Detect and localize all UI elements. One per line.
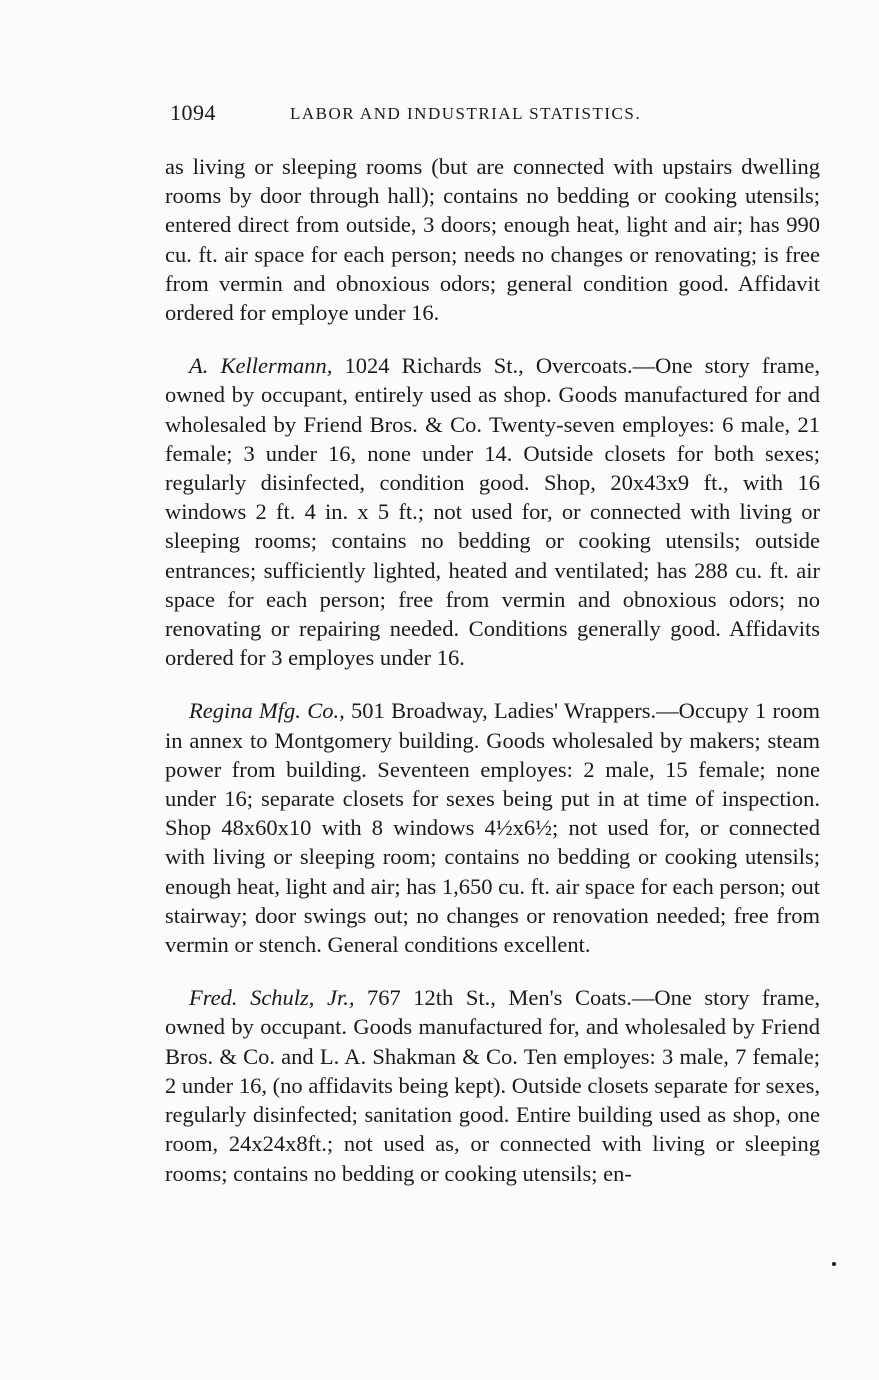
paragraph-continued [165, 152, 820, 327]
entry-kellermann [165, 351, 820, 672]
body-text [165, 152, 820, 1212]
print-speck [832, 1262, 836, 1266]
entry-schulz [165, 983, 820, 1187]
entry-text: 1024 Richards St., Overcoats.—One story frame, owned by occupant, entirely used as shop. Goods manufactured for and wholesaled by Friend Bros. & Co. Twenty-seven employes: 6 male, 21 female; 3 under 16, none under 14. Outside closets for both sexes; regularly disinfected, condition good. Shop, 20x43x9 ft., with 16 windows 2 ft. 4 in. x 5 ft.; not used for, or connected with living or sleeping rooms; contains no bedding or cooking utensils; outside entrances; sufficiently lighted, heated and ventilated; has 288 cu. ft. air space for each person; free from vermin and obnoxious odors; no renovating or repairing needed. Conditions generally good. Affidavits ordered for 3 employes under 16. [165, 353, 820, 671]
firm-name: Fred. Schulz, Jr., [189, 985, 355, 1011]
entry-text: 501 Broadway, Ladies' Wrappers.—Occupy 1 room in annex to Montgomery building. Goods wholesaled by makers; steam power from building. Seventeen employes: 2 male, 15 female; none under 16; separate closets for sexes being put in at time of inspection. Shop 48x60x10 with 8 windows 4½x6½; not used for, or connected with living or sleeping room; contains no bedding or cooking utensils; enough heat, light and air; has 1,650 cu. ft. air space for each person; out stairway; door swings out; no changes or renovation needed; free from vermin or stench. General conditions excellent. [165, 698, 820, 958]
paragraph-text: as living or sleeping rooms (but are connected with upstairs dwelling rooms by door through hall); contains no bedding or cooking utensils; entered direct from outside, 3 doors; enough heat, light and air; has 990 cu. ft. air space for each person; needs no changes or renovating; is free from vermin and obnoxious odors; general condition good. Affidavit ordered for employe under 16. [165, 154, 820, 326]
entry-text: 767 12th St., Men's Coats.—One story frame, owned by occupant. Goods manufactured for, and wholesaled by Friend Bros. & Co. and L. A. Shakman & Co. Ten employes: 3 male, 7 female; 2 under 16, (no affidavits being kept). Outside closets separate for sexes, regularly disinfected; sanitation good. Entire building used as shop, one room, 24x24x8ft.; not used as, or connected with living or sleeping rooms; contains no bedding or cooking utensils; en- [165, 985, 820, 1186]
entry-regina [165, 696, 820, 959]
page-number: 1094 [170, 100, 216, 125]
firm-name: A. Kellermann, [189, 353, 333, 379]
running-title: LABOR AND INDUSTRIAL STATISTICS. [290, 104, 642, 123]
firm-name: Regina Mfg. Co., [189, 698, 345, 724]
running-head [170, 100, 820, 130]
